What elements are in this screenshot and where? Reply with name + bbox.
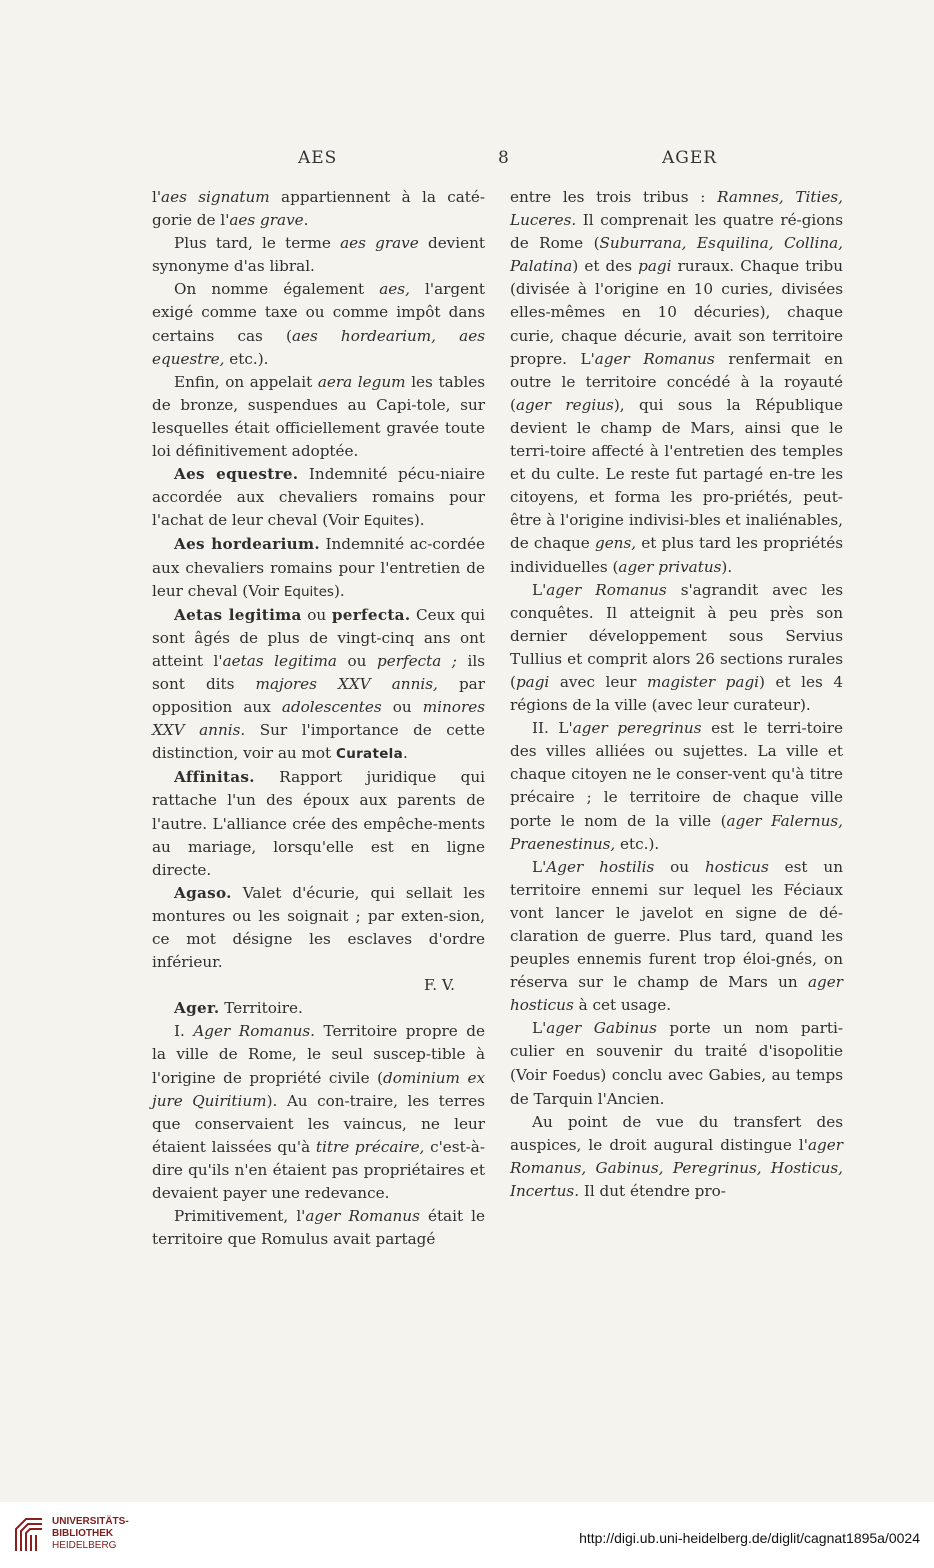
cross-reference: Equites xyxy=(283,583,334,600)
paragraph: Au point de vue du transfert des auspices, le droit augural distingue l'ager Romanus, Gabinus, Peregrinus, Hosticus, Incertus. Il dut étendre pro- xyxy=(510,1112,843,1201)
library-logo-icon xyxy=(12,1515,46,1555)
entry-agaso: Agaso. Valet d'écurie, qui sellait les montures ou les soignait ; par exten-sion, ce mot désigne les esclaves d'ordre inférieur. xyxy=(152,883,485,972)
paragraph: Primitivement, l'ager Romanus était le territoire que Romulus avait partagé xyxy=(152,1207,486,1249)
paragraph: I. Ager Romanus. Territoire propre de la ville de Rome, le seul suscep-tible à l'origine de propriété civile (dominium ex jure Quiritium). Au con-traire, les terres que conservaient les vaincus, ne leur étaient laissées qu'à titre précaire, c'est-à-dire qu'ils n'en étaient pas propriétaires et devaient payer une redevance. xyxy=(152,1022,486,1203)
paragraph: L'Ager hostilis ou hosticus est un territoire ennemi sur lequel les Féciaux vont lancer le javelot en signe de dé-claration de guerre. Plus tard, quand les peuples ennemis furent trop éloi-gnés, on réserva sur le champ de Mars un ager hosticus à cet usage. xyxy=(510,857,843,1015)
running-head-right: AGER xyxy=(662,148,718,168)
paragraph: II. L'ager peregrinus est le terri-toire des villes alliées ou sujettes. La ville et chaque citoyen ne le conser-vent qu'à titre précaire ; le territoire de chaque ville porte le nom de la ville (ager Falernus, Praenestinus, etc.). xyxy=(510,719,844,853)
entry-term: Aes hordearium. xyxy=(174,535,320,554)
cross-reference: Equites xyxy=(363,513,414,530)
paragraph: entre les trois tribus : Ramnes, Tities, Luceres. Il comprenait les quatre ré-gions de Rome (Suburrana, Esquilina, Collina, Palatina) et des pagi ruraux. Chaque tribu (divisée à l'origine en 10 curies, divisées elles-mêmes en 10 décuries), chaque curie, chaque décurie, avait son territoire propre. L'ager Romanus renfermait en outre le territoire concédé à la royauté (ager regius), qui sous la République devient le champ de Mars, ainsi que le terri-toire affecté à l'entretien des temples et du culte. Le reste fut partagé en-tre les citoyens, et forma les pro-priétés, peut-être à l'origine indivisi-bles et inaliénables, de chaque gens, et plus tard les propriétés individuelles (ager privatus). xyxy=(510,188,843,576)
right-column xyxy=(510,186,843,1203)
source-url[interactable]: http://digi.ub.uni-heidelberg.de/diglit/cagnat1895a/0024 xyxy=(579,1530,920,1546)
left-column xyxy=(152,186,485,1251)
entry-aes-equestre: Aes equestre. Indemnité pécu-niaire accordée aux chevaliers romains pour l'achat de leur cheval (Voir Equites). xyxy=(152,465,485,530)
paragraph: On nomme également aes, l'argent exigé comme taxe ou comme impôt dans certains cas (aes hordearium, aes equestre, etc.). xyxy=(152,280,485,368)
paragraph: l'aes signatum appartiennent à la caté-gorie de l'aes grave. xyxy=(152,188,485,230)
paragraph: Enfin, on appelait aera legum les tables de bronze, suspendues au Capi-tole, sur lesquelles était officiellement gravée toute loi définitivement adoptée. xyxy=(152,372,485,461)
cross-reference: Foedus xyxy=(552,1067,601,1084)
paragraph: L'ager Gabinus porte un nom parti-culier en souvenir du traité d'isopolitie (Voir Foedus) conclu avec Gabies, au temps de Tarquin l'Ancien. xyxy=(510,1019,843,1108)
entry-term: Affinitas. xyxy=(174,768,255,787)
author-signature: F. V. xyxy=(424,976,455,995)
paragraph: L'ager Romanus s'agrandit avec les conquêtes. Il atteignit à peu près son dernier développement sous Servius Tullius et comprit alors 26 sections rurales (pagi avec leur magister pagi) et les 4 régions de la ville (avec leur curateur). xyxy=(510,580,843,715)
page-number: 8 xyxy=(498,148,510,168)
entry-aes-hordearium: Aes hordearium. Indemnité ac-cordée aux chevaliers romains pour l'entretien de leur cheval (Voir Equites). xyxy=(152,535,485,600)
paragraph: Plus tard, le terme aes grave devient synonyme d'as libral. xyxy=(152,234,485,276)
entry-term: Aes equestre. xyxy=(174,465,299,484)
entry-term: Aetas legitima xyxy=(174,605,302,624)
entry-ager: Ager. Territoire. xyxy=(174,999,303,1018)
signature-line xyxy=(152,974,485,997)
entry-affinitas: Affinitas. Rapport juridique qui rattache l'un des époux aux parents de l'autre. L'alliance crée des empêche-ments au mariage, lorsqu'elle est en ligne directe. xyxy=(152,768,485,879)
entry-term: Ager. xyxy=(174,999,220,1018)
entry-term: Agaso. xyxy=(174,883,232,902)
cross-reference: Curatela xyxy=(335,746,404,763)
entry-aetas: Aetas legitima ou perfecta. Ceux qui sont âgés de plus de vingt-cinq ans ont atteint l'aetas legitima ou perfecta ; ils sont dits majores XXV annis, par opposition aux adolescentes ou minores XXV annis. Sur l'importance de cette distinction, voir au mot Curatela. xyxy=(152,605,485,763)
running-head-left: AES xyxy=(298,148,338,168)
library-name: UNIVERSITÄTS- BIBLIOTHEK HEIDELBERG xyxy=(52,1516,129,1551)
